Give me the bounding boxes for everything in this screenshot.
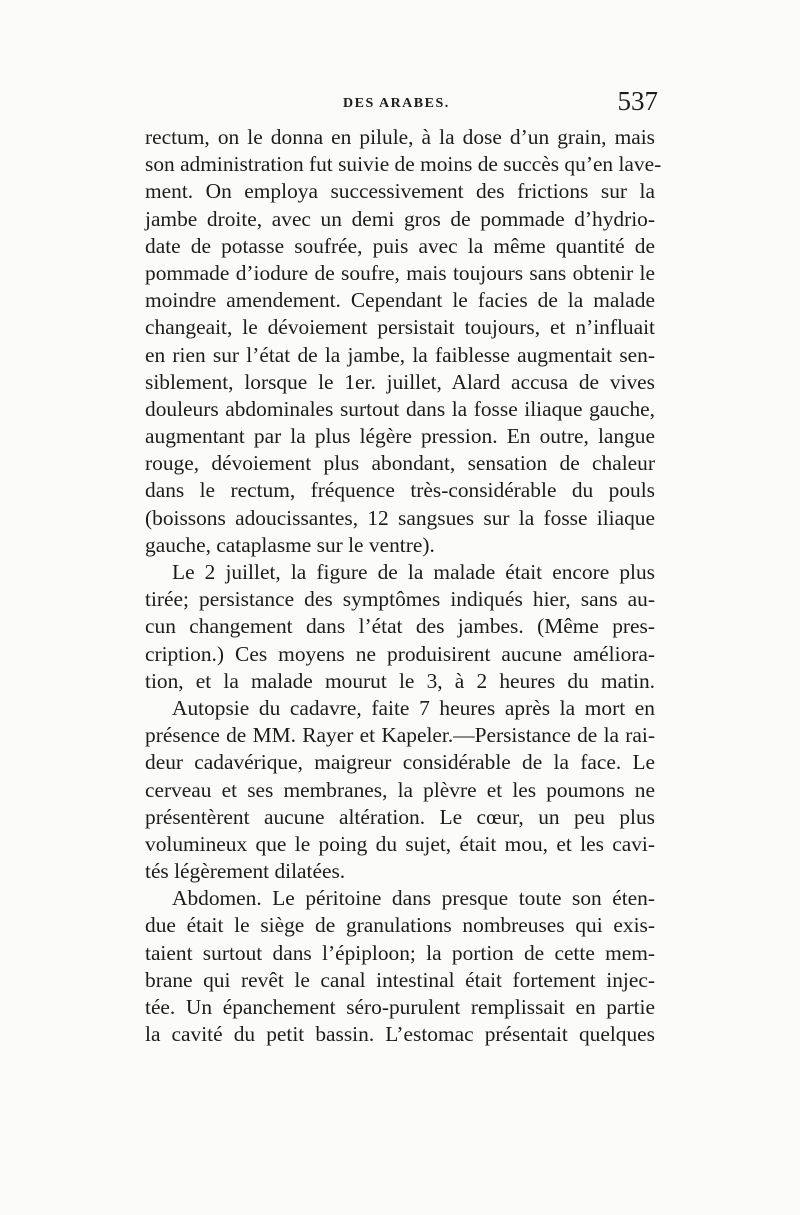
text-line: rouge, dévoiement plus abondant, sensation de chaleur	[145, 451, 655, 476]
text-line: changeait, le dévoiement persistait toujours, et n’influait	[145, 315, 655, 340]
text-line: rectum, on le donna en pilule, à la dose d’un grain, mais	[145, 125, 655, 149]
text-line: (boissons adoucissantes, 12 sangsues sur la fosse iliaque	[145, 505, 655, 530]
text-line: siblement, lorsque le 1er. juillet, Alard accusa de vives	[145, 369, 655, 394]
text-line: en rien sur l’état de la jambe, la faiblesse augmentait sen-	[145, 342, 655, 367]
text-line: dans le rectum, fréquence très-considérable du pouls	[145, 478, 655, 503]
running-head: DES ARABES.	[343, 96, 450, 111]
text-line: cun changement dans l’état des jambes. (Même pres-	[145, 614, 655, 639]
text-line: deur cadavérique, maigreur considérable de la face. Le	[145, 750, 655, 775]
text-line: brane qui revêt le canal intestinal était fortement injec-	[145, 967, 655, 992]
text-line: la cavité du petit bassin. L’estomac présentait quelques	[145, 1022, 655, 1047]
text-line: due était le siège de granulations nombreuses qui exis-	[145, 913, 655, 938]
text-line: son administration fut suivie de moins de succès qu’en lave-	[145, 152, 662, 177]
text-line: Autopsie du cadavre, faite 7 heures après la mort en	[172, 695, 655, 720]
text-line: ment. On employa successivement des frictions sur la	[145, 179, 655, 204]
text-line: tés légèrement dilatées.	[145, 859, 346, 884]
text-line: tée. Un épanchement séro-purulent remplissait en partie	[145, 995, 655, 1019]
text-line: tion, et la malade mourut le 3, à 2 heures du matin.	[145, 668, 655, 693]
text-line: douleurs abdominales surtout dans la fosse iliaque gauche,	[145, 396, 655, 421]
text-line: présentèrent aucune altération. Le cœur, un peu plus	[145, 804, 655, 829]
page-number: 537	[617, 86, 658, 116]
text-line: taient surtout dans l’épiploon; la portion de cette mem-	[145, 940, 655, 965]
text-line: jambe droite, avec un demi gros de pommade d’hydrio-	[145, 206, 655, 231]
text-line: date de potasse soufrée, puis avec la même quantité de	[145, 233, 655, 258]
text-line: gauche, cataplasme sur le ventre).	[145, 532, 435, 557]
text-line: présence de MM. Rayer et Kapeler.—Persistance de la rai-	[145, 723, 655, 748]
text-line: tirée; persistance des symptômes indiqués hier, sans au-	[145, 587, 655, 612]
body-text	[145, 124, 662, 1048]
text-line: volumineux que le poing du sujet, était mou, et les cavi-	[145, 831, 655, 856]
text-line: Abdomen. Le péritoine dans presque toute son éten-	[172, 886, 655, 911]
text-line: Le 2 juillet, la figure de la malade était encore plus	[172, 560, 655, 584]
text-line: moindre amendement. Cependant le facies de la malade	[145, 288, 655, 313]
text-line: augmentant par la plus légère pression. En outre, langue	[145, 424, 655, 449]
page-header	[145, 86, 658, 126]
text-line: cerveau et ses membranes, la plèvre et les poumons ne	[145, 777, 655, 802]
text-line: cription.) Ces moyens ne produisirent aucune améliora-	[145, 641, 655, 666]
text-line: pommade d’iodure de soufre, mais toujours sans obtenir le	[145, 260, 655, 285]
